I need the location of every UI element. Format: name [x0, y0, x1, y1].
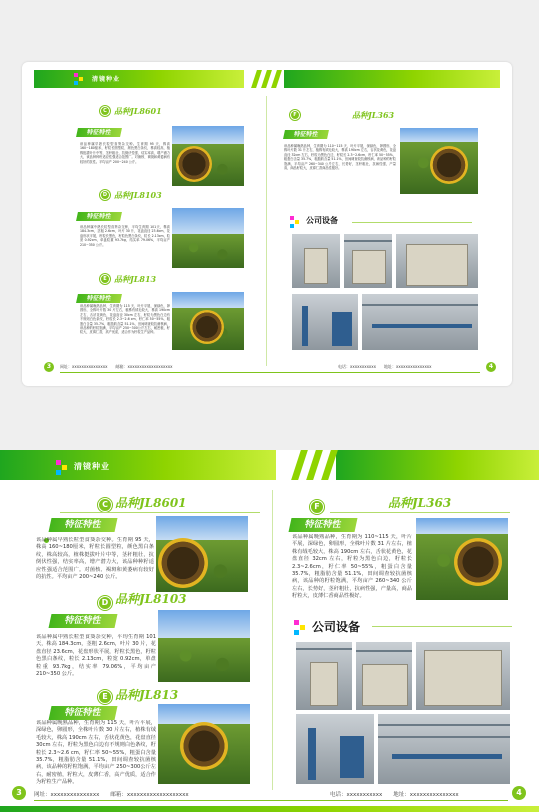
preview-desc-1: 该品种属早熟长粒型食葵杂交种。生育期 95 天，株高 160~180厘米，籽粒长圆型粒，颜色黑白条纹，株高较高，植株挺拔叶片中等，茎秆粗壮，抗倒伏性强，结实率高，增产潜力大，该品种种籽适应性强适合范围广。对菌核、褐斑和黄萎病有较好的抗性。平均亩产 200~240 公斤。 — [80, 142, 170, 164]
preview-photo-1 — [172, 126, 244, 186]
page-number-left: 3 — [12, 786, 26, 800]
section-mark-blue — [294, 630, 299, 635]
preview-spread — [22, 62, 512, 386]
preview-badge-2: 特征特性 — [76, 212, 122, 221]
product-letter-f: F — [310, 500, 324, 514]
preview-title-jl8601: 品种JL8601 — [114, 106, 162, 116]
badge-feature-e: 特征特性 — [49, 706, 118, 720]
footer-contact-left: 网址：xxxxxxxxxxxxxxx 邮箱：xxxxxxxxxxxxxxxxxxx — [34, 792, 189, 798]
product-title-jl8601: 品种JL8601 — [115, 496, 187, 510]
preview-desc-2: 该品种属中熟长粒型食葵杂交种，平均生育期 101天，株高 184.3cm，茎粗 2.6cm，叶片 30 片，花盘直径 23.6cm，花盘形状平展，籽粒长黑色，籽粒色黑白条纹，粒长 2.13cm，粒宽 0.92cm，单盘粒重 93.7kg，结实率 79.06%，平均亩产 210~350 公斤。 — [80, 225, 170, 247]
photo-sunflower-field-d — [158, 610, 250, 682]
preview-page-right: 4 — [486, 362, 496, 372]
preview-factory-1 — [292, 234, 340, 288]
preview-footer-right: 电话：xxxxxxxxxxx 地址：xxxxxxxxxxxxxxx — [338, 364, 432, 369]
product-desc-c: 该品种属早熟长粒型食葵杂交种。生育期 95 天，株高 160~180厘米，籽粒长圆型粒，颜色黑白条纹，株高较高，植株挺拔叶片中等，茎秆粗壮，抗倒伏性强，结实率高，增产潜力大，该品种种籽适应性强适合范围广。对菌核、褐斑和黄萎病有较好的抗性。平均亩产 200~240 公斤。 — [36, 537, 154, 581]
preview-factory-3 — [396, 234, 478, 288]
photo-sunflower-field-c — [156, 516, 248, 592]
preview-section-title: 公司设备 — [306, 216, 338, 225]
preview-title-jl8103: 品种JL8103 — [114, 190, 162, 200]
preview-page-left: 3 — [44, 362, 54, 372]
product-desc-e: 该品种属晚熟品种，生育期为 115 天，叶片平展，深绿色，卵圆形，全株叶片数 30 片左右，植株有绒毛较大，株高 190cm 左右，舌状花黄色，花盘直径 30cm 左右，籽粒为黑色白边有不规则白色条纹，籽粒长 2.3~2.6 cm，籽仁率 50~55%，粗蛋白含量 35.7%，粗脂肪含量 51.1%，田间调查较抗菌核病，该品种的籽粒饱满，平均亩产 250~300公斤左右，耐密植，籽粒大，皮薄仁香，高产优质，适合作为籽粒生产品种。 — [36, 720, 156, 786]
center-divider — [272, 490, 273, 790]
preview-badge-3: 特征特性 — [76, 294, 122, 303]
preview-badge-4: 特征特性 — [283, 130, 329, 139]
photo-equipment-2 — [356, 642, 412, 710]
product-letter-c: C — [98, 498, 112, 512]
preview-badge-1: 特征特性 — [76, 128, 122, 137]
photo-sunflower-field-e — [158, 704, 250, 784]
preview-brand-label: 清镜种业 — [92, 76, 121, 83]
brand-label: 清镜种业 — [74, 462, 110, 471]
photo-equipment-5 — [378, 714, 510, 784]
preview-letter-d: D — [100, 190, 110, 200]
product-desc-f: 该品种属晚熟品种，生育期为 110~115 天，叶片平展，深绿色，卵圆形，全株叶片数 31 片左右，植株有绒毛较大，株高 190cm 左右，舌状花黄色，花盘直径 32cm 左右，籽粒为黑色白边，籽粒长 2.3~2.6cm，籽仁率 50~55%，粗蛋白含量 35.7%，粗脂肪含量 51.1%，田间调查较抗菌核病，该品种的籽粒饱满，平均亩产 260~340 公斤左右，长势好，茎秆粗壮，抗病性强，产量高，商品籽粒大，皮薄仁香商品性极好。 — [292, 534, 412, 600]
badge-feature-d: 特征特性 — [49, 614, 118, 628]
product-letter-e: E — [98, 690, 112, 704]
badge-feature-c: 特征特性 — [49, 518, 118, 532]
photo-equipment-1 — [296, 642, 352, 710]
product-title-jl813: 品种JL813 — [115, 688, 179, 702]
bottom-bar — [0, 806, 539, 812]
product-title-jl363: 品种JL363 — [388, 496, 452, 510]
preview-letter-e: E — [100, 274, 110, 284]
preview-letter-f: F — [290, 110, 300, 120]
header-bar-left — [0, 450, 276, 480]
preview-factory-4 — [292, 294, 358, 350]
product-title-jl8103: 品种JL8103 — [115, 592, 187, 606]
header-bar-right — [336, 450, 539, 480]
photo-equipment-3 — [416, 642, 510, 710]
product-desc-d: 该品种属中熟长粒型食葵杂交种，平均生育期 101天，株高 184.3cm，茎粗 2.6cm，叶片 30 片，花盘直径 23.6cm，花盘形状平展，籽粒长黑色，籽粒色黑白条纹，粒长 2.13cm，粒宽 0.92cm，单盘粒重 93.7kg，结实率 79.06%，平均亩产 210~350 公斤。 — [36, 634, 156, 678]
preview-photo-4 — [400, 128, 478, 194]
brand-mark-blue — [56, 470, 61, 475]
preview-photo-2 — [172, 208, 244, 268]
page-number-right: 4 — [512, 786, 526, 800]
product-letter-d: D — [98, 596, 112, 610]
preview-desc-4: 该品种属晚熟品种，生育期为 110~115 天，叶片平展，深绿色，卵圆形，全株叶片数 31 片左右，植株有绒毛较大，株高 190cm 左右，舌状花黄色，花盘直径 32cm 左右，籽粒为黑色白边，籽粒长 2.3~2.6cm，籽仁率 50~55%，粗蛋白含量 35.7%，粗脂肪含量 51.1%，田间调查较抗菌核病，该品种的籽粒饱满，平均亩产 260~340 公斤左右，长势好，茎秆粗壮，抗病性强，产量高，商品籽粒大，皮薄仁香商品性极好。 — [284, 144, 396, 171]
brand-mark-magenta — [56, 460, 61, 465]
brand-mark-yellow — [62, 465, 67, 470]
photo-sunflower-f — [416, 518, 508, 600]
preview-title-jl363: 品种JL363 — [352, 110, 395, 120]
preview-header-bar — [34, 70, 244, 88]
preview-letter-c: C — [100, 106, 110, 116]
preview-title-jl813: 品种JL813 — [114, 274, 157, 284]
preview-footer-left: 网址：xxxxxxxxxxxxxxx 邮箱：xxxxxxxxxxxxxxxxxxx — [60, 364, 173, 369]
preview-factory-5 — [362, 294, 478, 350]
section-title-equipment: 公司设备 — [312, 620, 361, 634]
badge-feature-f: 特征特性 — [289, 518, 358, 532]
preview-header-bar-right — [284, 70, 500, 88]
main-spread — [0, 450, 539, 812]
section-mark-magenta — [294, 620, 299, 625]
footer-contact-right: 电话：xxxxxxxxxxx 地址：xxxxxxxxxxxxxxx — [330, 792, 459, 798]
preview-factory-2 — [344, 234, 392, 288]
preview-desc-3: 该品种属晚熟品种，生育期为 115 天，叶片平展，深绿色，卵圆形，全株叶片数 30 片左右，植株有绒毛较大，株高 190cm 左右，舌状花黄色，花盘直径 30cm 左右，籽粒为黑色白边有不规则白色条纹，籽粒长 2.3~2.6 cm，籽仁率 50~55%，粗蛋白含量 35.7%，粗脂肪含量 51.1%，田间调查较抗菌核病，该品种的籽粒饱满，平均亩产 250~300公斤左右，耐密植，籽粒大，皮薄仁香，高产优质，适合作为籽粒生产品种。 — [80, 304, 170, 335]
photo-equipment-4 — [296, 714, 374, 784]
section-mark-yellow — [300, 625, 305, 630]
preview-photo-3 — [172, 292, 244, 350]
